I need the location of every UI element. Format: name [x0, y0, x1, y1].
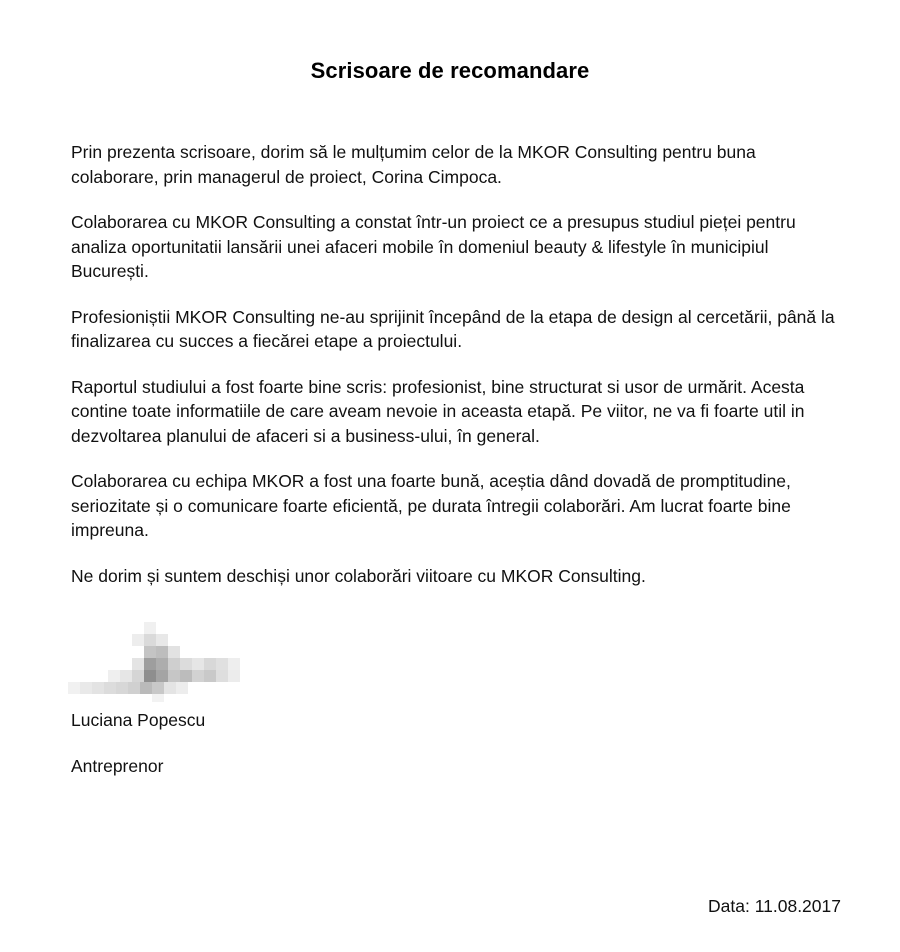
paragraph-4: Raportul studiului a fost foarte bine scris: profesionist, bine structurat si usor de urmărit. Acesta contine toate informatiile de care aveam nevoie in aceasta etapă. Pe viitor, ne va fi foarte util in dezvoltarea planului de afaceri si a business-ului, în general. — [71, 376, 805, 446]
letter-title: Scrisoare de recomandare — [310, 58, 590, 83]
signer-role: Antreprenor — [71, 756, 164, 776]
paragraph-5: Colaborarea cu echipa MKOR a fost una foarte bună, aceștia dând dovadă de promptitudine, seriozitate și o comunicare foarte eficientă, pe durata întregii colaborări. Am lucrat foarte bine impreuna. — [71, 471, 791, 540]
paragraph-6: Ne dorim și suntem deschiși unor colaborări viitoare cu MKOR Consulting. — [71, 565, 646, 586]
paragraph-1: Prin prezenta scrisoare, dorim să le mulțumim celor de la MKOR Consulting pentru buna colaborare, prin managerul de proiect, Corina Cimpoca. — [71, 142, 756, 187]
letter-body — [71, 140, 841, 609]
blurred-signature-image — [68, 620, 258, 702]
paragraph-2: Colaborarea cu MKOR Consulting a constat într-un proiect ce a presupus studiul pieței pentru analiza oportunitatii lansării unei afaceri mobile în domeniul beauty & lifestyle în municipiul București. — [71, 212, 796, 281]
signer-name: Luciana Popescu — [71, 710, 206, 730]
paragraph-3: Profesioniștii MKOR Consulting ne-au sprijinit începând de la etapa de design al cercetării, până la finalizarea cu succes a fiecărei etape a proiectului. — [71, 306, 835, 351]
letter-date: Data: 11.08.2017 — [708, 896, 841, 916]
